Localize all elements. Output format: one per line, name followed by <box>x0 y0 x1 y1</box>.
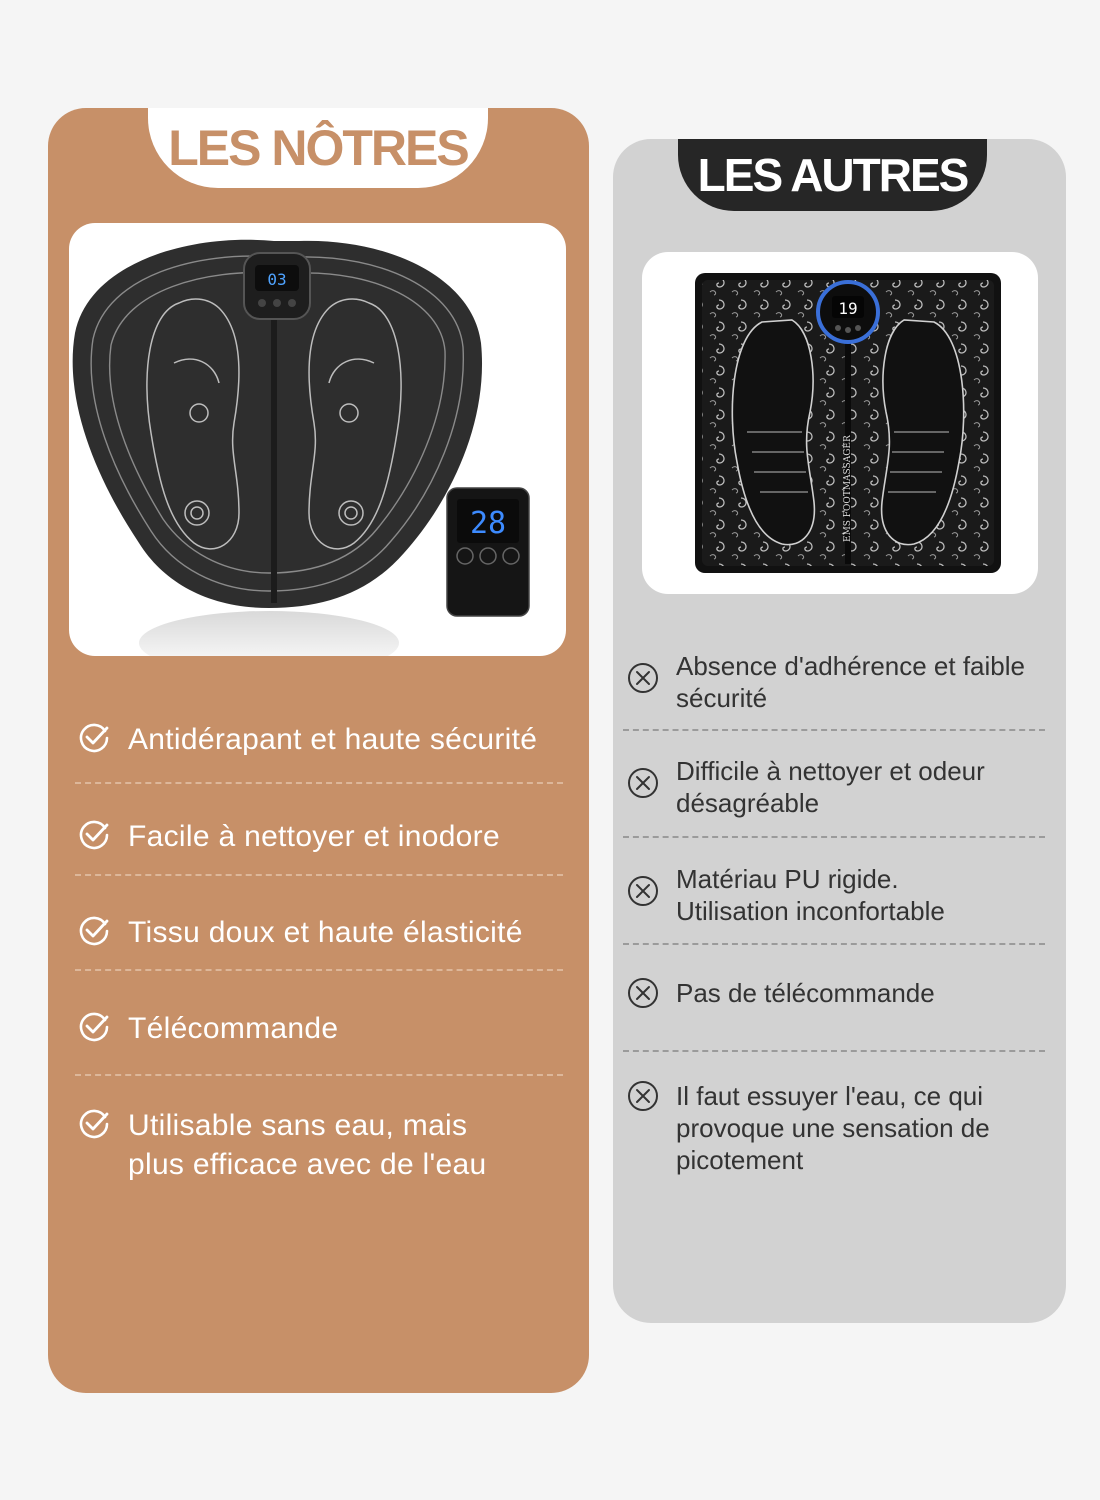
ours-title-tab <box>148 108 488 188</box>
mat-display: 19 <box>838 299 858 318</box>
theirs-product-image <box>642 252 1038 594</box>
theirs-divider <box>623 1050 1045 1052</box>
ours-feature-text: Facile à nettoyer et inodore <box>128 820 500 853</box>
x-circle-icon <box>627 767 659 799</box>
theirs-feature-text: Difficile à nettoyer et odeur désagréable <box>676 756 985 818</box>
svg-text:03: 03 <box>267 270 287 289</box>
foot-massager-illustration <box>69 223 566 656</box>
check-circle-icon <box>78 914 110 946</box>
ours-product-image <box>69 223 566 656</box>
ours-divider <box>75 1074 563 1076</box>
theirs-feature <box>627 650 1025 714</box>
theirs-feature-text: Absence d'adhérence et faible sécurité <box>676 651 1025 713</box>
theirs-title-tab <box>678 139 987 211</box>
remote-display: 28 <box>469 506 507 541</box>
x-circle-icon <box>627 662 659 694</box>
ours-divider <box>75 969 563 971</box>
square-mat-illustration <box>642 252 1038 594</box>
check-circle-icon <box>78 1010 110 1042</box>
theirs-feature-text: Matériau PU rigide. Utilisation inconfortable <box>676 864 945 926</box>
check-circle-icon <box>78 818 110 850</box>
ours-divider <box>75 874 563 876</box>
theirs-feature-text: Pas de télécommande <box>676 978 935 1008</box>
theirs-divider <box>623 836 1045 838</box>
theirs-title: LES AUTRES <box>697 149 968 201</box>
ours-feature <box>78 913 523 952</box>
x-circle-icon <box>627 1080 659 1112</box>
ours-feature-text: Antidérapant et haute sécurité <box>128 723 538 756</box>
ours-divider <box>75 782 563 784</box>
check-circle-icon <box>78 721 110 753</box>
mat-label: EMS FOOTMASSAGER <box>843 435 853 542</box>
ours-feature-text: Tissu doux et haute élasticité <box>128 916 523 949</box>
theirs-divider <box>623 729 1045 731</box>
ours-title: LES NÔTRES <box>168 120 468 176</box>
ours-feature <box>78 817 500 856</box>
theirs-divider <box>623 943 1045 945</box>
ours-feature <box>78 1009 338 1048</box>
ours-panel <box>48 108 589 1393</box>
ours-feature <box>78 1106 487 1184</box>
theirs-feature-text: Il faut essuyer l'eau, ce qui provoque une sensation de picotement <box>676 1081 990 1175</box>
ours-feature-text: Utilisable sans eau, mais plus efficace avec de l'eau <box>128 1109 487 1181</box>
x-circle-icon <box>627 977 659 1009</box>
check-circle-icon <box>78 1107 110 1139</box>
theirs-feature <box>627 977 935 1009</box>
theirs-feature <box>627 1080 990 1176</box>
ours-feature <box>78 720 537 759</box>
ours-feature-text: Télécommande <box>128 1012 339 1045</box>
theirs-feature <box>627 755 985 819</box>
theirs-feature <box>627 863 945 927</box>
x-circle-icon <box>627 875 659 907</box>
theirs-panel <box>613 139 1066 1323</box>
